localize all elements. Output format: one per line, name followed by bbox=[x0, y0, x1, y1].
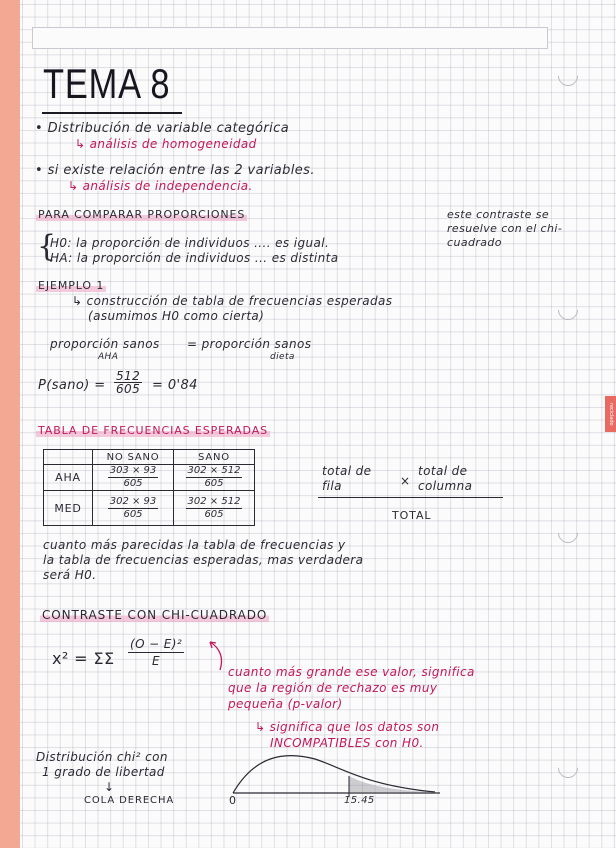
ejemplo-assumption: (asumimos H0 como cierta) bbox=[88, 309, 265, 323]
proportion-left-sub: AHA bbox=[98, 352, 119, 362]
table-header-cell: SANO bbox=[174, 450, 255, 465]
ring-hole-icon bbox=[554, 296, 582, 324]
chi-square-curve-sketch bbox=[225, 745, 445, 805]
hypothesis-h0: H0: la proporción de individuos .... es igual. bbox=[50, 236, 330, 250]
table-cell: $\frac{302 \times 93}{605}$ bbox=[93, 491, 174, 526]
p-sano-fraction bbox=[114, 370, 142, 396]
distribution-note-1: Distribución chi² con bbox=[36, 750, 168, 764]
contraste-note-3: pequeña (p-valor) bbox=[228, 697, 343, 711]
formula-fraction-bar bbox=[318, 497, 503, 498]
section-heading-contraste: CONTRASTE CON CHI-CUADRADO bbox=[42, 608, 268, 622]
formula-times: × bbox=[400, 474, 411, 488]
table-cell: $\frac{302 \times 512}{605}$ bbox=[174, 491, 255, 526]
p-sano-denominator: 605 bbox=[116, 382, 141, 396]
contraste-note-2: que la región de rechazo es muy bbox=[228, 681, 438, 695]
ring-hole-icon bbox=[554, 62, 582, 90]
table-note-2: la tabla de frecuencias esperadas, mas verdadera bbox=[43, 553, 364, 567]
distribution-note-2: 1 grado de libertad bbox=[42, 765, 165, 779]
ring-hole-icon bbox=[554, 519, 582, 547]
contraste-note-4: ↳ significa que los datos son bbox=[255, 720, 440, 734]
intro-bullet-1: • Distribución de variable categórica bbox=[35, 121, 290, 136]
formula-row-total: total de fila bbox=[322, 464, 372, 493]
chi-formula-fraction bbox=[128, 636, 184, 669]
chi-formula-numerator: (O − E)² bbox=[130, 637, 183, 651]
section-heading-ejemplo: EJEMPLO 1 bbox=[38, 279, 105, 292]
formula-total: TOTAL bbox=[392, 509, 432, 522]
section-heading-tabla: TABLA DE FRECUENCIAS ESPERADAS bbox=[38, 424, 269, 437]
chi-formula-lhs: x² = ΣΣ bbox=[52, 649, 115, 668]
distribution-tail: COLA DERECHA bbox=[84, 795, 175, 806]
chi-note: este contraste se resuelve con el chi-cuadrado bbox=[447, 208, 563, 249]
title-underline bbox=[42, 112, 182, 114]
table-row bbox=[44, 491, 255, 526]
table-note-3: será H0. bbox=[43, 568, 97, 582]
page-margin-strip bbox=[0, 0, 20, 848]
proportion-right: = proporción sanos bbox=[187, 337, 312, 351]
table-cell: $\frac{303 \times 93}{605}$ bbox=[93, 465, 174, 491]
ejemplo-step: ↳ construcción de tabla de frecuencias esperadas bbox=[72, 294, 393, 308]
curve-axis-zero: 0 bbox=[229, 794, 237, 807]
table-header-cell bbox=[44, 450, 93, 465]
section-heading-comparar: PARA COMPARAR PROPORCIONES bbox=[38, 208, 246, 221]
page-title: TEMA 8 bbox=[43, 60, 171, 107]
contraste-note-1: cuanto más grande ese valor, significa bbox=[228, 665, 475, 679]
table-note-1: cuanto más parecidas la tabla de frecuencias y bbox=[43, 538, 346, 552]
table-row-label: MED bbox=[44, 491, 93, 526]
p-sano-label: P(sano) = bbox=[38, 378, 106, 393]
hypothesis-brace: { bbox=[37, 229, 57, 264]
intro-bullet-2-sub: ↳ análisis de independencia. bbox=[68, 179, 253, 193]
page-header-box bbox=[32, 27, 548, 49]
recycled-tab: reciclado bbox=[605, 396, 616, 432]
contraste-note-5: INCOMPATIBLES con H0. bbox=[270, 736, 424, 750]
proportion-left: proporción sanos bbox=[50, 337, 160, 351]
curve-axis-value: 15.45 bbox=[344, 795, 375, 806]
intro-bullet-1-sub: ↳ análisis de homogeneidad bbox=[75, 137, 257, 151]
down-arrow-icon: ↓ bbox=[104, 780, 115, 794]
proportion-right-sub: dieta bbox=[270, 352, 295, 362]
p-sano-result: = 0'84 bbox=[152, 378, 198, 393]
formula-column-total: total de columna bbox=[418, 464, 473, 493]
table-row bbox=[44, 465, 255, 491]
pink-arrow-icon bbox=[198, 638, 230, 672]
table-cell: $\frac{302 \times 512}{605}$ bbox=[174, 465, 255, 491]
ring-hole-icon bbox=[554, 754, 582, 782]
expected-frequency-table bbox=[43, 449, 255, 526]
table-header-cell: NO SANO bbox=[93, 450, 174, 465]
chi-formula-denominator: E bbox=[152, 654, 161, 668]
intro-bullet-2: • si existe relación entre las 2 variables. bbox=[35, 163, 315, 178]
p-sano-numerator: 512 bbox=[116, 369, 141, 383]
table-row-label: AHA bbox=[44, 465, 93, 491]
hypothesis-ha: HA: la proporción de individuos ... es distinta bbox=[50, 251, 339, 265]
